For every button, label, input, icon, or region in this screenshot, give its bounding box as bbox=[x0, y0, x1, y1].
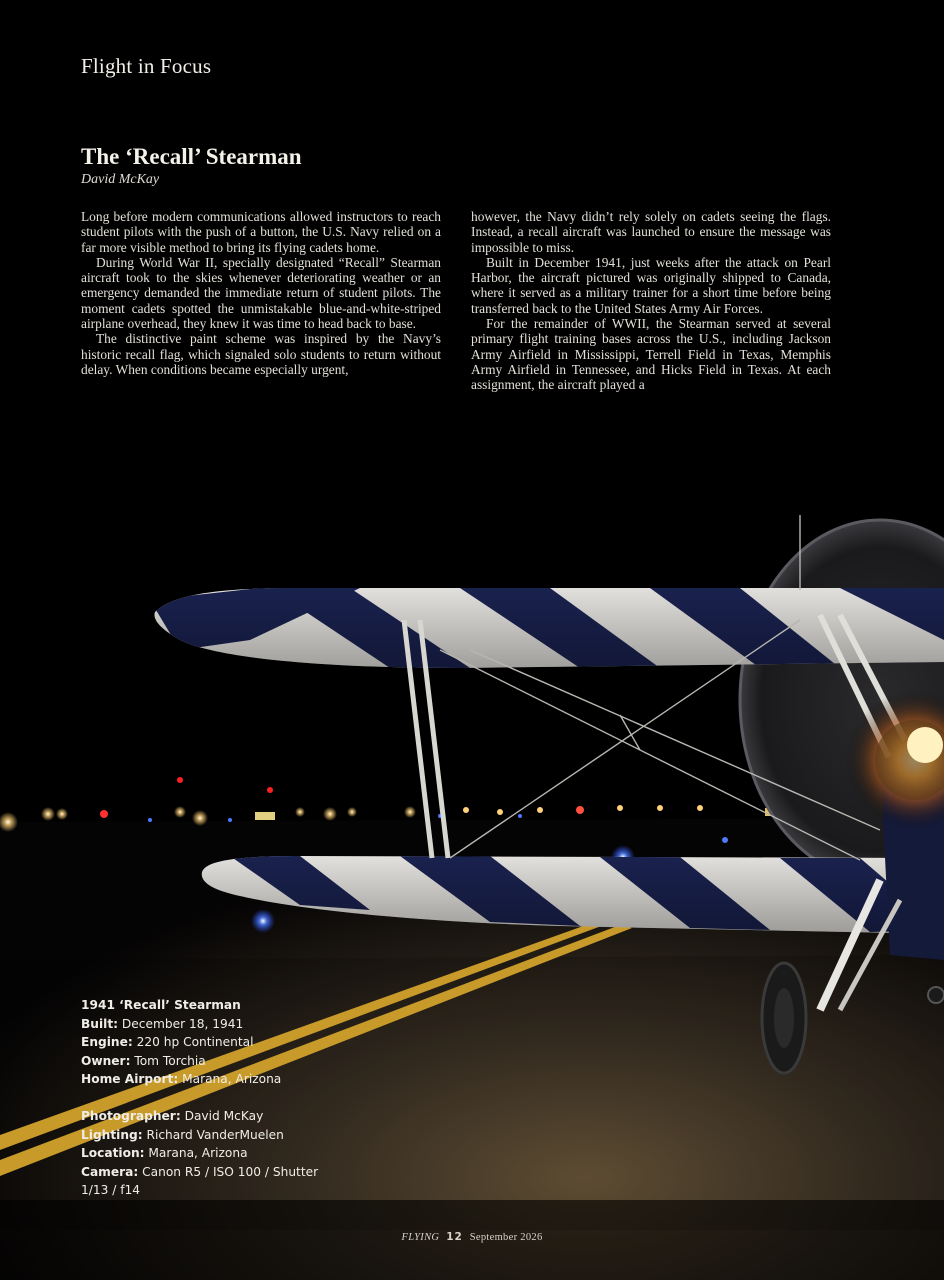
section-label: Flight in Focus bbox=[81, 54, 212, 78]
caption-engine: Engine: 220 hp Continental bbox=[81, 1035, 254, 1050]
paragraph: however, the Navy didn’t rely solely on cadets seeing the flags. Instead, a recall aircraft was launched to ensure the message was impossible to miss. bbox=[471, 209, 831, 255]
caption-owner: Owner: Tom Torchia bbox=[81, 1053, 206, 1068]
paragraph: Built in December 1941, just weeks after the attack on Pearl Harbor, the aircraft pictured was originally shipped to Canada, where it served as a military trainer for a short time before being transferred back to the United States Army Air Forces. bbox=[471, 254, 831, 316]
paragraph: The distinctive paint scheme was inspired by the Navy’s historic recall flag, which signaled solo students to return without delay. When conditions became especially urgent, bbox=[81, 331, 441, 377]
article-column-left bbox=[81, 209, 441, 377]
article-author: David McKay bbox=[81, 172, 160, 187]
caption-camera: Camera: Canon R5 / ISO 100 / Shutter 1/13 / f14 bbox=[81, 1164, 319, 1198]
caption-home-airport: Home Airport: Marana, Arizona bbox=[81, 1072, 282, 1087]
page-number: 12 bbox=[446, 1231, 463, 1243]
paragraph: During World War II, specially designated “Recall” Stearman aircraft took to the skies whenever deteriorating weather or an emergency demanded the immediate return of student pilots. The moment cadets spotted the unmistakable blue-and-white-striped airplane overhead, they knew it was time to head back to base. bbox=[81, 254, 441, 332]
magazine-name: FLYING bbox=[401, 1232, 440, 1243]
caption-location: Location: Marana, Arizona bbox=[81, 1146, 248, 1161]
photo-caption bbox=[81, 996, 341, 1200]
paragraph: For the remainder of WWII, the Stearman served at several primary flight training bases across the U.S., including Jackson Army Airfield in Mississippi, Terrell Field in Texas, Memphis Army Airfield in Tennessee, and Hicks Field in Texas. At each assignment, the aircraft played a bbox=[471, 316, 831, 393]
caption-lighting: Lighting: Richard VanderMuelen bbox=[81, 1127, 284, 1142]
issue-date: September 2026 bbox=[469, 1232, 543, 1243]
article-column-right bbox=[471, 209, 831, 393]
page-footer bbox=[0, 1231, 944, 1243]
caption-built: Built: December 18, 1941 bbox=[81, 1016, 244, 1031]
caption-photographer: Photographer: David McKay bbox=[81, 1108, 264, 1123]
caption-title: 1941 ‘Recall’ Stearman bbox=[81, 998, 241, 1012]
paragraph: Long before modern communications allowed instructors to reach student pilots with the push of a button, the U.S. Navy relied on a far more visible method to bring its flying cadets home. bbox=[81, 209, 441, 255]
article-title: The ‘Recall’ Stearman bbox=[81, 144, 302, 169]
